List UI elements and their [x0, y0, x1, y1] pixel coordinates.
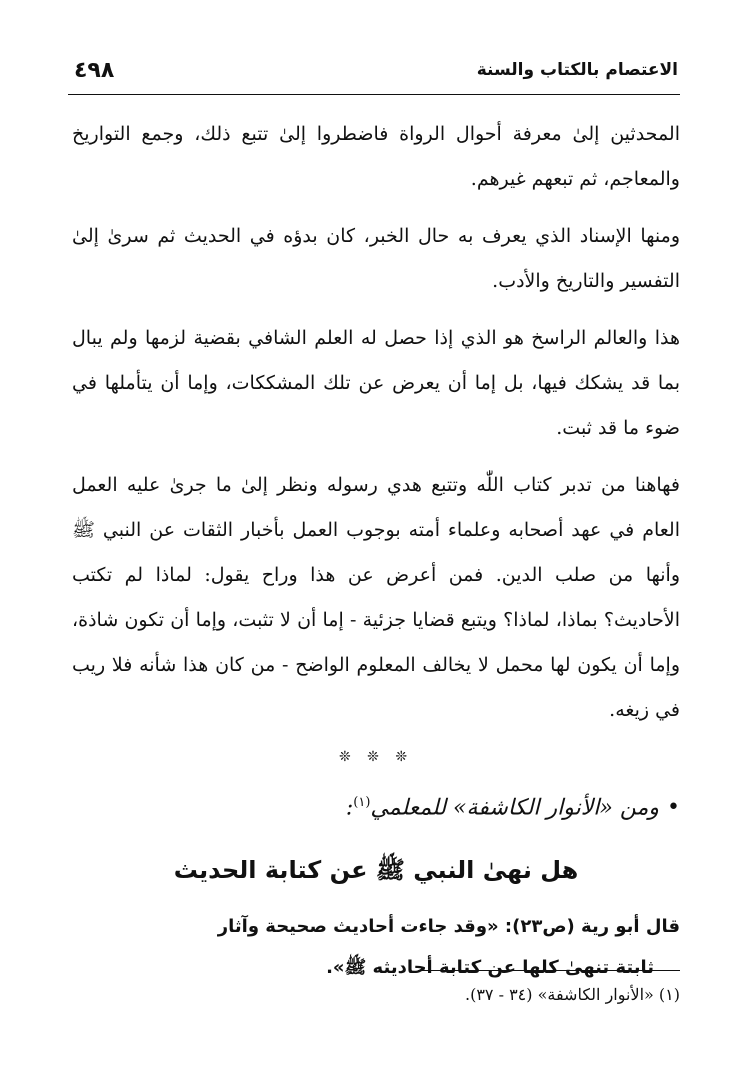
source-title: ومن «الأنوار الكاشفة» للمعلمي [370, 795, 660, 821]
source-bullet [72, 783, 680, 828]
paragraph-3: هذا والعالم الراسخ هو الذي إذا حصل له العلم الشافي بقضية لزمها ولم يبال بما قد يشكك فيها، بل إما أن يعرض عن تلك المشككات، وإما أن يتأملها في ضوء ما قد ثبت. [72, 327, 680, 439]
section-heading: هل نهىٰ النبي ﷺ عن كتابة الحديث [173, 856, 579, 885]
source-colon: : [345, 795, 354, 821]
footnote-divider [418, 970, 680, 971]
main-text [72, 112, 680, 988]
paragraph-2: ومنها الإسناد الذي يعرف به حال الخبر، كان بدؤه في الحديث ثم سرىٰ إلىٰ التفسير والتاريخ والأدب. [72, 225, 680, 292]
footnote-reference: (١) [353, 795, 371, 810]
running-title: الاعتصام بالكتاب والسنة [476, 60, 678, 80]
page-number: ٤٩٨ [74, 57, 115, 83]
running-header [74, 52, 678, 88]
paragraph-4: فهاهنا من تدبر كتاب اللّٰه وتتبع هدي رسوله ونظر إلىٰ ما جرىٰ عليه العمل العام في عهد أصحابه وعلماء أمته بوجوب العمل بأخبار الثقات عن النبي ﷺ وأنها من صلب الدين. فمن أعرض عن هذا وراح يقول: لماذا لم تكتب الأحاديث؟ بماذا، لماذا؟ ويتبع قضايا جزئية - إما أن لا تثبت، وإما أن تكون شاذة، وإما أن يكون لها محمل لا يخالف المعلوم الواضح - من كان هذا شأنه فلا ريب في زيغه. [72, 474, 680, 721]
header-divider [68, 94, 680, 95]
paragraph-1: المحدثين إلىٰ معرفة أحوال الرواة فاضطروا إلىٰ تتبع ذلك، وجمع التواريخ والمعاجم، ثم تبعهم غيرهم. [72, 123, 680, 190]
quoted-text [72, 906, 680, 988]
section-separator: ❊ ❊ ❊ [338, 749, 414, 765]
footnote: (١) «الأنوار الكاشفة» (٣٤ - ٣٧). [464, 985, 680, 1004]
bullet-dot: • [667, 795, 680, 821]
quote-line-2: ثابتة تنهىٰ كلها عن كتابة أحاديثه ﷺ». [326, 957, 654, 979]
quote-line-1: قال أبو رية (ص٢٣): «وقد جاءت أحاديث صحيحة وآثار [217, 916, 680, 938]
